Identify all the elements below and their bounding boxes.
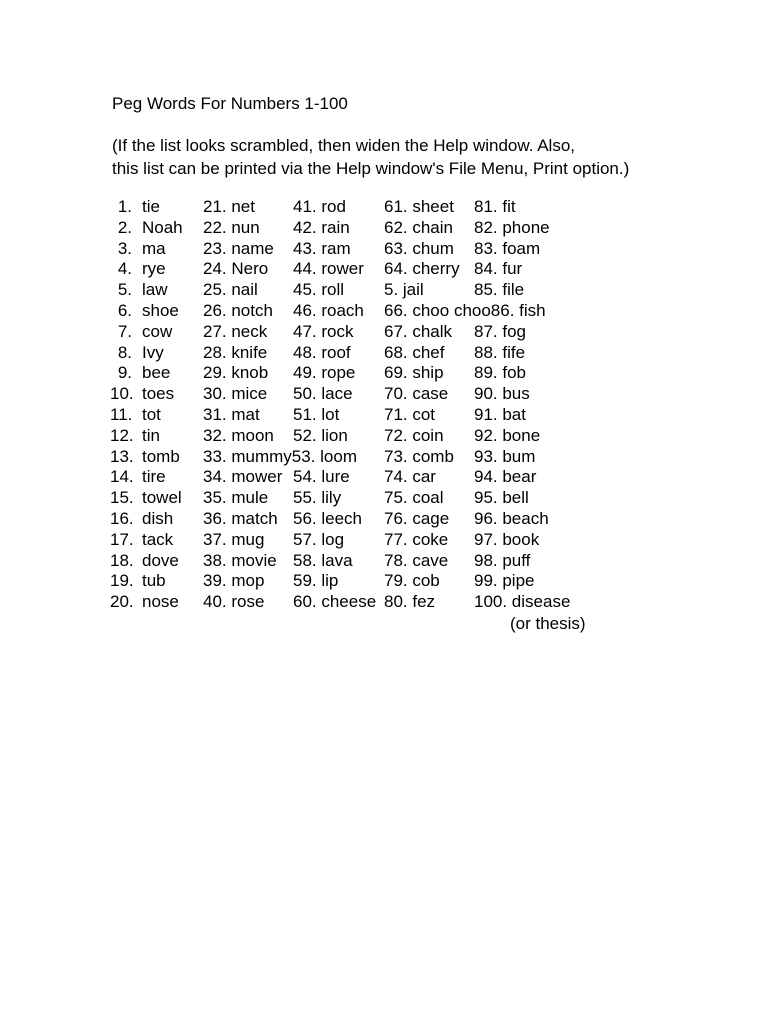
entry-word: cow	[142, 321, 173, 341]
note-line: (If the list looks scrambled, then widen the Help window. Also,	[112, 136, 576, 155]
entry-word: tot	[142, 404, 161, 424]
entry-col-4: 73. comb	[384, 446, 454, 466]
list-row	[0, 218, 768, 239]
entry-col-3: 41. rod	[293, 197, 346, 216]
entry-col-3: 42. rain	[293, 217, 350, 237]
entry-number: 17.	[110, 529, 134, 549]
entry-col-4: 71. cot	[384, 404, 436, 424]
entry-col-4: 74. car	[384, 467, 436, 487]
entry-col-5: 93. bum	[474, 446, 536, 466]
entry-word: tub	[142, 571, 166, 591]
entry-number: 5.	[117, 280, 132, 300]
entry-word: tack	[142, 529, 174, 549]
entry-col-4: 68. chef	[384, 342, 445, 362]
entry-number: 18.	[110, 550, 134, 570]
entry-col-3: 60. cheese	[293, 592, 377, 612]
entry-number: 3.	[117, 238, 132, 258]
entry-col-3: 48. roof	[293, 342, 351, 362]
entry-col-4: 61. sheet	[384, 197, 454, 216]
list-row	[0, 197, 768, 218]
entry-col-2: 25. nail	[203, 280, 258, 300]
entry-col-4: 70. case	[384, 384, 449, 404]
entry-number: 6.	[117, 300, 132, 320]
entry-col-5: 91. bat	[474, 404, 526, 424]
list-row	[0, 343, 768, 364]
entry-col-2: 22. nun	[203, 217, 260, 237]
entry-number: 13.	[110, 446, 134, 466]
entry-col-3: 43. ram	[293, 238, 351, 258]
entry-col-2: 31. mat	[203, 404, 260, 424]
list-row	[0, 384, 768, 405]
entry-col-5: 81. fit	[474, 197, 516, 216]
list-row	[0, 280, 768, 301]
entry-col-3: 56. leech	[293, 508, 362, 528]
list-row	[0, 322, 768, 343]
entry-col-5: 89. fob	[474, 363, 526, 383]
entry-word: tin	[142, 425, 160, 445]
entry-col-3: 47. rock	[293, 321, 354, 341]
entry-col-5: 90. bus	[474, 384, 530, 404]
entry-word: tomb	[142, 446, 180, 466]
entry-number: 9.	[117, 363, 132, 383]
entry-col-3: 45. roll	[293, 280, 345, 300]
note-line: this list can be printed via the Help window's File Menu, Print option.)	[112, 159, 630, 178]
entry-col-2: 26. notch	[203, 300, 273, 320]
instructions-note	[112, 134, 629, 180]
list-row	[0, 530, 768, 551]
entry-number: 11.	[110, 404, 133, 424]
entry-col-5: 83. foam	[474, 238, 541, 258]
entry-col-5: 100. disease	[474, 592, 571, 612]
entry-col-3: 52. lion	[293, 425, 348, 445]
entry-col-3: 54. lure	[293, 467, 350, 487]
entry-col-3: 59. lip	[293, 571, 339, 591]
entry-number: 12.	[110, 425, 134, 445]
list-row	[0, 301, 768, 322]
entry-col-2: 28. knife	[203, 342, 268, 362]
list-row	[0, 592, 768, 613]
list-row	[0, 405, 768, 426]
entry-col-4: 80. fez	[384, 592, 436, 612]
entry-word: bee	[142, 363, 171, 383]
list-footnote: (or thesis)	[510, 614, 586, 633]
list-row	[0, 239, 768, 260]
entry-col-4: 64. cherry	[384, 259, 460, 279]
peg-word-list	[0, 197, 768, 613]
entry-col-2: 21. net	[203, 197, 255, 216]
entry-col-2: 32. moon	[203, 425, 274, 445]
entry-col-3: 44. rower	[293, 259, 364, 279]
list-row	[0, 447, 768, 468]
entry-number: 14.	[110, 467, 134, 487]
entry-col-5: 92. bone	[474, 425, 541, 445]
entry-col-2: 29. knob	[203, 363, 269, 383]
entry-number: 19.	[110, 571, 134, 591]
entry-number: 1.	[117, 197, 132, 216]
entry-col-2: 23. name	[203, 238, 274, 258]
entry-col-3: 46. roach	[293, 300, 364, 320]
entry-col-4: 69. ship	[384, 363, 444, 383]
entry-word: shoe	[142, 300, 179, 320]
entry-col-3: 55. lily	[293, 488, 342, 508]
list-row	[0, 259, 768, 280]
entry-word: Noah	[142, 217, 183, 237]
entry-number: 2.	[117, 217, 132, 237]
entry-number: 10.	[110, 384, 134, 404]
entry-word: toes	[142, 384, 175, 404]
entry-col-2: 35. mule	[203, 488, 269, 508]
entry-col-3: 51. lot	[293, 404, 340, 424]
entry-col-2: 30. mice	[203, 384, 268, 404]
entry-col-5: 99. pipe	[474, 571, 535, 591]
entry-col-2: 39. mop	[203, 571, 265, 591]
entry-word: ma	[142, 238, 166, 258]
entry-col-2: 38. movie	[203, 550, 277, 570]
entry-number: 15.	[110, 488, 134, 508]
entry-word: tie	[142, 197, 160, 216]
list-row	[0, 467, 768, 488]
entry-number: 8.	[117, 342, 132, 362]
entry-col-5: 97. book	[474, 529, 540, 549]
entry-number: 7.	[117, 321, 132, 341]
entry-col-3: 57. log	[293, 529, 345, 549]
entry-col-2: 33. mummy53. loom	[203, 446, 357, 466]
entry-word: dove	[142, 550, 179, 570]
entry-col-4: 76. cage	[384, 508, 450, 528]
entry-col-4: 62. chain	[384, 217, 453, 237]
entry-col-4: 75. coal	[384, 488, 444, 508]
entry-col-4: 78. cave	[384, 550, 449, 570]
entry-word: nose	[142, 592, 179, 612]
entry-col-5: 98. puff	[474, 550, 531, 570]
entry-word: towel	[142, 488, 182, 508]
list-row	[0, 363, 768, 384]
entry-word: Ivy	[142, 342, 164, 362]
entry-col-4: 67. chalk	[384, 321, 453, 341]
entry-word: tire	[142, 467, 166, 487]
entry-col-2: 24. Nero	[203, 259, 269, 279]
entry-col-5: 94. bear	[474, 467, 537, 487]
entry-word: law	[142, 280, 168, 300]
list-row	[0, 488, 768, 509]
entry-col-2: 37. mug	[203, 529, 265, 549]
entry-col-4: 5. jail	[384, 280, 424, 300]
entry-col-3: 49. rope	[293, 363, 356, 383]
entry-col-5: 95. bell	[474, 488, 529, 508]
entry-col-2: 36. match	[203, 508, 278, 528]
entry-col-5: 87. fog	[474, 321, 526, 341]
entry-col-4: 79. cob	[384, 571, 440, 591]
entry-col-3: 50. lace	[293, 384, 353, 404]
entry-col-5: 85. file	[474, 280, 525, 300]
list-row	[0, 509, 768, 530]
entry-col-4: 66. choo choo86. fish	[384, 300, 546, 320]
entry-word: dish	[142, 508, 174, 528]
entry-number: 4.	[117, 259, 132, 279]
entry-word: rye	[142, 259, 166, 279]
entry-col-3: 58. lava	[293, 550, 353, 570]
entry-number: 16.	[110, 508, 134, 528]
list-row	[0, 426, 768, 447]
entry-number: 20.	[110, 592, 134, 612]
entry-col-5: 82. phone	[474, 217, 550, 237]
entry-col-4: 63. chum	[384, 238, 454, 258]
entry-col-5: 96. beach	[474, 508, 549, 528]
entry-col-2: 40. rose	[203, 592, 265, 612]
entry-col-2: 27. neck	[203, 321, 268, 341]
list-row	[0, 551, 768, 572]
entry-col-5: 88. fife	[474, 342, 526, 362]
list-row	[0, 571, 768, 592]
entry-col-4: 77. coke	[384, 529, 449, 549]
entry-col-4: 72. coin	[384, 425, 444, 445]
entry-col-5: 84. fur	[474, 259, 523, 279]
entry-col-2: 34. mower	[203, 467, 283, 487]
page-title: Peg Words For Numbers 1-100	[112, 94, 348, 113]
